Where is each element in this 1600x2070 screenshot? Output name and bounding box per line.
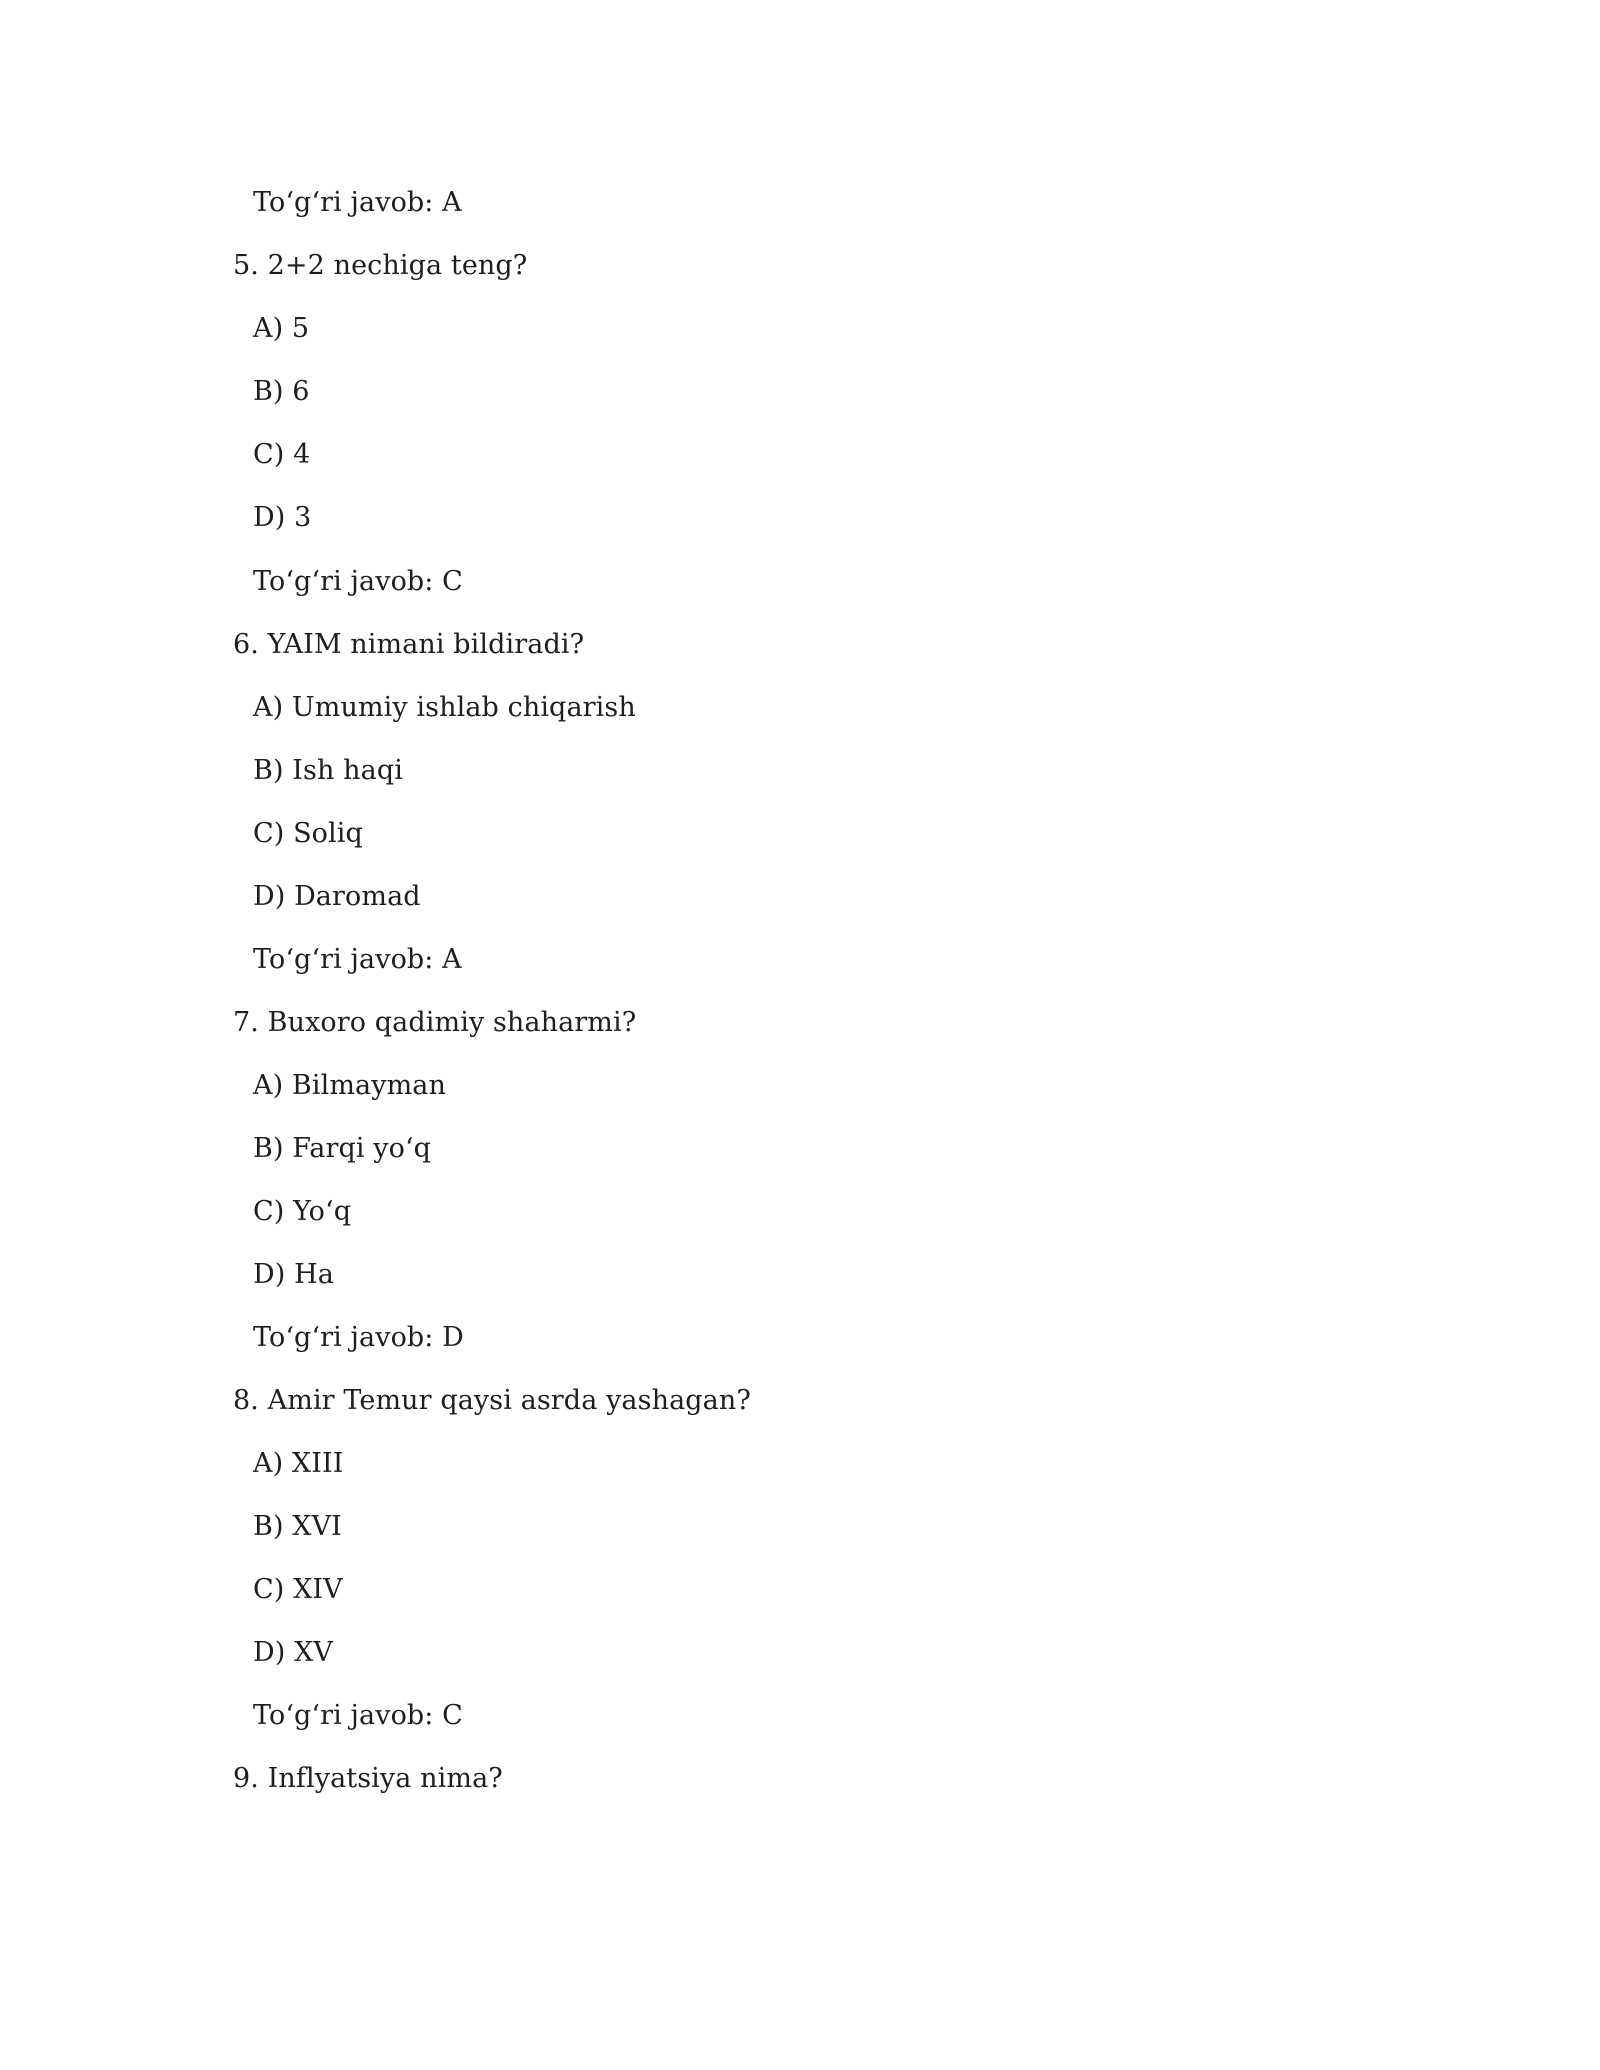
question-9: 9. Inflyatsiya nima? [233,1763,503,1794]
option-line: C) XIV [253,1574,343,1605]
option-line: D) XV [253,1637,333,1668]
question-7: 7. Buxoro qadimiy shaharmi? [233,1007,637,1038]
option-line: B) Ish haqi [253,755,403,786]
question-8: 8. Amir Temur qaysi asrda yashagan? [233,1385,751,1416]
answer-line: To‘g‘ri javob: C [253,566,463,597]
option-line: C) Yo‘q [253,1196,352,1227]
answer-line: To‘g‘ri javob: C [253,1700,463,1731]
option-line: B) XVI [253,1511,342,1542]
option-line: A) Bilmayman [253,1070,446,1101]
answer-line: To‘g‘ri javob: A [253,187,462,218]
answer-line: To‘g‘ri javob: A [253,944,462,975]
question-6: 6. YAIM nimani bildiradi? [233,629,585,660]
option-line: B) Farqi yo‘q [253,1133,432,1164]
answer-line: To‘g‘ri javob: D [253,1322,464,1353]
option-line: C) 4 [253,439,311,470]
question-5: 5. 2+2 nechiga teng? [233,250,528,281]
option-line: C) Soliq [253,818,363,849]
option-line: B) 6 [253,376,310,407]
option-line: D) Daromad [253,881,421,912]
option-line: D) Ha [253,1259,334,1290]
option-line: A) 5 [253,313,310,344]
option-line: D) 3 [253,502,312,533]
option-line: A) Umumiy ishlab chiqarish [253,692,636,723]
option-line: A) XIII [253,1448,344,1479]
